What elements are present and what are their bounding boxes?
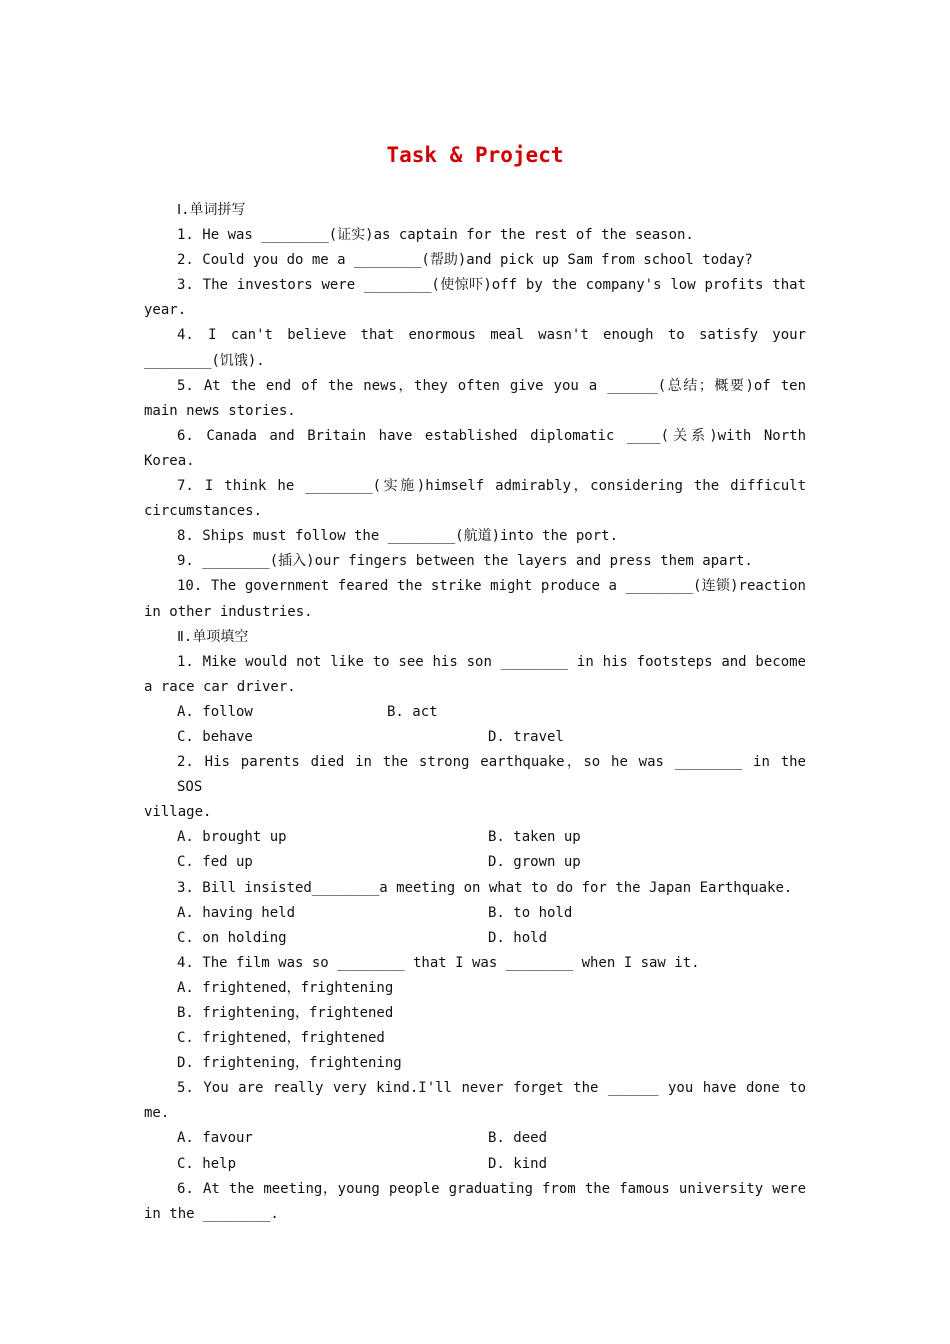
spelling-item: 7. I think he ________(实施)himself admirably，considering the difficult [177, 478, 806, 495]
spelling-item-continued: circumstances. [144, 503, 263, 520]
option-c: C. behave [177, 728, 253, 745]
option-row [144, 901, 806, 926]
option-row [144, 1152, 806, 1177]
spelling-item-continued: Korea. [144, 452, 195, 469]
question-stem-continued: in the ________. [144, 1205, 279, 1222]
spelling-item: 8. Ships must follow the ________(航道)into the port. [177, 528, 619, 545]
spelling-item: 5. At the end of the news，they often give you a ______(总结；概要)of ten [177, 377, 806, 394]
option-c: C. help [177, 1155, 237, 1172]
option-d: D. kind [488, 1155, 548, 1172]
option-row [144, 825, 806, 850]
option-b: B. taken up [488, 829, 581, 846]
question-stem-continued: village. [144, 804, 212, 821]
section-heading-choice: Ⅱ.单项填空 [177, 628, 249, 645]
option-c: C. frightened，frightened [177, 1030, 385, 1047]
spelling-item-continued: main news stories. [144, 402, 296, 419]
option-a: A. follow [177, 703, 253, 720]
option-d: D. travel [488, 728, 564, 745]
spelling-item-continued: in other industries. [144, 603, 313, 620]
option-d: D. frightening，frightening [177, 1055, 402, 1072]
option-c: C. on holding [177, 929, 287, 946]
option-b: B. to hold [488, 904, 573, 921]
option-row [144, 700, 806, 725]
option-a: A. having held [177, 904, 296, 921]
spelling-item-continued: ________(饥饿). [144, 352, 265, 369]
spelling-item: 3. The investors were ________(使惊吓)off by the company's low profits that [177, 277, 806, 294]
spelling-item: 4. I can't believe that enormous meal wasn't enough to satisfy your [177, 327, 806, 344]
spelling-item-continued: year. [144, 302, 187, 319]
question-stem: 4. The film was so ________ that I was ________ when I saw it. [177, 954, 700, 971]
question-stem: 1. Mike would not like to see his son ________ in his footsteps and become [177, 653, 806, 670]
question-stem: 6. At the meeting，young people graduating from the famous university were [177, 1180, 806, 1197]
option-a: A. brought up [177, 829, 287, 846]
question-stem-continued: a race car driver. [144, 678, 296, 695]
spelling-item: 10. The government feared the strike might produce a ________(连锁)reaction [177, 578, 806, 595]
option-row [144, 926, 806, 951]
question-stem: 2. His parents died in the strong earthquake，so he was ________ in the SOS [177, 754, 806, 796]
option-a: A. favour [177, 1130, 253, 1147]
option-row [144, 850, 806, 875]
question-stem: 5. You are really very kind.I'll never forget the ______ you have done to [177, 1080, 806, 1097]
option-b: B. frightening，frightened [177, 1005, 394, 1021]
spelling-item: 9. ________(插入)our fingers between the layers and press them apart. [177, 553, 753, 570]
option-d: D. grown up [488, 854, 581, 871]
option-b: B. deed [488, 1130, 548, 1147]
question-stem-continued: me. [144, 1105, 170, 1122]
exercise-body [144, 198, 806, 1227]
option-row [144, 725, 806, 750]
page-title: Task & Project [386, 143, 564, 167]
question-stem: 3. Bill insisted________a meeting on what to do for the Japan Earthquake. [177, 879, 793, 896]
spelling-item: 2. Could you do me a ________(帮助)and pick up Sam from school today? [177, 252, 753, 269]
spelling-item: 1. He was ________(证实)as captain for the rest of the season. [177, 227, 694, 244]
option-a: A. frightened，frightening [177, 979, 394, 996]
option-d: D. hold [488, 929, 548, 946]
option-row [144, 1126, 806, 1151]
option-b: B. act [387, 703, 438, 720]
spelling-item: 6. Canada and Britain have established diplomatic ____(关系)with North [177, 427, 806, 444]
section-heading-spelling: Ⅰ.单词拼写 [177, 202, 246, 218]
option-c: C. fed up [177, 854, 253, 871]
